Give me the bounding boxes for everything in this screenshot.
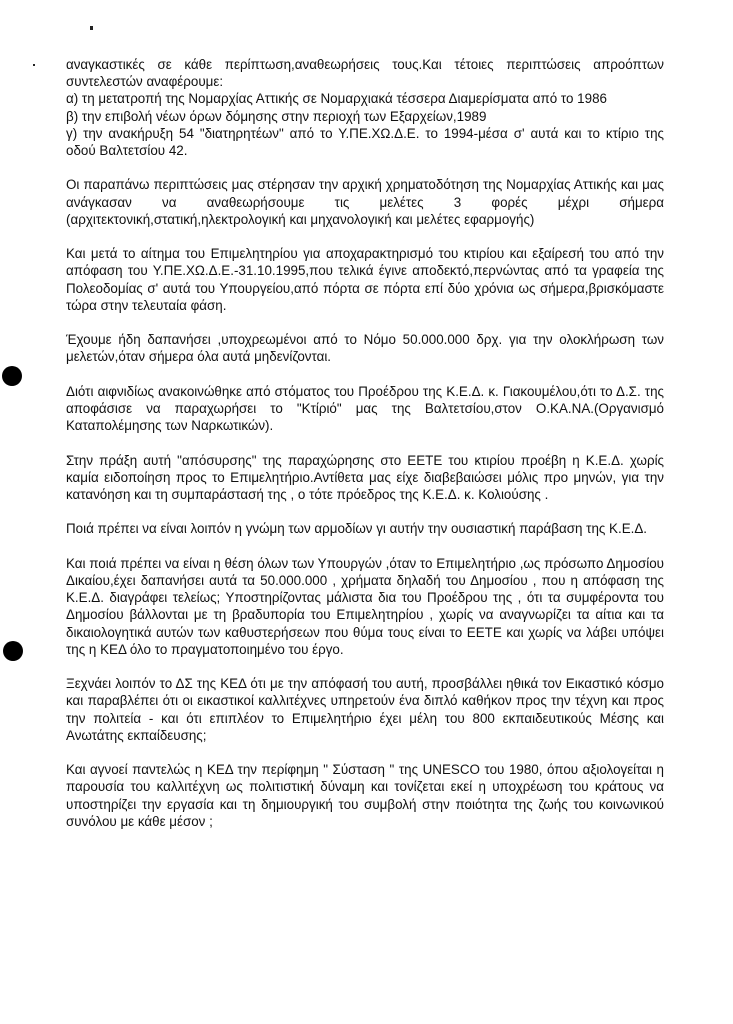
text-line: Οι παραπάνω περιπτώσεις μας στέρησαν την αρχική χρηματοδότηση της Νομαρχίας Αττικής και μας ανάγκασαν να αναθεωρήσουμε τις μελέτες 3 φορές μέχρι σήμερα (αρχιτεκτονική,στατική,ηλεκτρολογική και μηχανολογική και μελέτες εφαρμογής) <box>66 177 664 227</box>
paragraph-announcement <box>66 383 664 435</box>
punch-hole-bottom <box>3 641 23 661</box>
paragraph-unforeseen-factors <box>66 56 664 159</box>
paragraph-question-authorities <box>66 520 664 537</box>
text-line: Ξεχνάει λοιπόν το ΔΣ της ΚΕΔ ότι με την απόφασή του αυτή, προσβάλλει ηθικά τον Εικαστικό κόσμο και παραβλέπει ότι οι εικαστικοί καλλιτέχνες υπηρετούν ένα διπλό καθήκον προς την τέχνη και προς την πολιτεία - και ότι επιπλέον το Επιμελητήριο έχει μέλη του 800 εκπαιδευτικούς Μέσης και Ανωτάτης εκπαίδευσης; <box>66 676 664 743</box>
text-line: Και αγνοεί παντελώς η ΚΕΔ την περίφημη " Σύσταση " της UNESCO του 1980, όπου αξιολογείται η παρουσία του καλλιτέχνη ως πολιτιστική δύναμη και τονίζεται εκεί η υποχρέωση του κράτους να υποστηρίζει την εργασία και τη δημιουργική του συμβολή στην ποιότητα της ζωής του κοινωνικού συνόλου με κάθε μέσον ; <box>66 762 664 829</box>
text-line: Ποιά πρέπει να είναι λοιπόν η γνώμη των αρμοδίων γι αυτήν την ουσιαστική παράβαση της Κ.Ε.Δ. <box>66 521 648 537</box>
paragraph-expenses <box>66 331 664 365</box>
paragraph-unesco <box>66 761 664 830</box>
text-line: Και μετά το αίτημα του Επιμελητηρίου για αποχαρακτηρισμό του κτιρίου και εξαίρεσή του από την απόφαση του Υ.ΠΕ.ΧΩ.Δ.Ε.-31.10.1995,που τελικά έγινε αποδεκτό,περνώντας από τα γραφεία της Πολεοδομίας σ' αυτά του Υπουργείου,από πόρτα σε πόρτα επί δύο χρόνια ως σήμερα,βρισκόμαστε τώρα στην τελευταία φάση. <box>66 246 664 313</box>
list-item-c: γ) την ανακήρυξη 54 "διατηρητέων" από το Υ.ΠΕ.ΧΩ.Δ.Ε. το 1994-μέσα σ' αυτά και το κτίριο της οδού Βαλτετσίου 42. <box>66 125 664 159</box>
text-line: Στην πράξη αυτή "απόσυρσης" της παραχώρησης στο ΕΕΤΕ του κτιρίου προέβη η Κ.Ε.Δ. χωρίς καμία ειδοποίηση προς το Επιμελητήριο.Αντίθετα μας είχε διαβεβαιώσει μόλις προ μηνών, για την κατανόηση και τη συμπαράστασή της , ο τότε πρόεδρος της Κ.Ε.Δ. κ. Κολιούσης . <box>66 452 664 502</box>
paragraph-question-ministers <box>66 555 664 658</box>
letter-body <box>66 56 664 847</box>
text-line: Έχουμε ήδη δαπανήσει ,υποχρεωμένοι από το Νόμο 50.000.000 δρχ. για την ολοκλήρωση των μελετών,όταν σήμερα όλα αυτά μηδενίζονται. <box>66 332 664 365</box>
list-item-a: α) τη μετατροπή της Νομαρχίας Αττικής σε Νομαρχιακά τέσσερα Διαμερίσματα από το 1986 <box>66 91 607 107</box>
text-line: αναγκαστικές σε κάθε περίπτωση,αναθεωρήσεις τους.Και τέτοιες περιπτώσεις απροόπτων συντελεστών αναφέρουμε: <box>66 57 664 90</box>
paragraph-withdrawal <box>66 452 664 504</box>
paragraph-funding-loss <box>66 176 664 228</box>
scan-speck <box>90 26 93 30</box>
text-line: Και ποιά πρέπει να είναι η θέση όλων των Υπουργών ,όταν το Επιμελητήριο ,ως πρόσωπο Δημοσίου Δικαίου,έχει δαπανήσει αυτά τα 50.000.000 , χρήματα δηλαδή του Δημοσίου , που η απόφαση της Κ.Ε.Δ. διαγράφει τελείως; Υποστηρίζοντας μάλιστα δια του Προέδρου της , ότι τα συμφέροντα του Δημοσίου βάλλονται με τη βραδυπορία του Επιμελητηρίου , χωρίς να αναγνωρίζει τα αίτια και τα δικαιολογητικά αυτών των καθυστερήσεων που θύμα τους είναι το ΕΕΤΕ και χωρίς να λάβει υπόψει της η ΚΕΔ όλο το πραγματοποιημένο του έργο. <box>66 555 664 657</box>
paragraph-declassification <box>66 245 664 314</box>
scan-speck <box>33 64 35 66</box>
paragraph-artistic-world <box>66 675 664 744</box>
punch-hole-top <box>2 366 22 386</box>
text-line: Διότι αιφνιδίως ανακοινώθηκε από στόματος του Προέδρου της Κ.Ε.Δ. κ. Γιακουμέλου,ότι το Δ.Σ. της αποφάσισε να παραχωρήσει το "Κτίριό" μας της Βαλτετσίου,στον Ο.ΚΑ.ΝΑ.(Οργανισμό Καταπολέμησης των Ναρκωτικών). <box>66 383 664 434</box>
list-item-b: β) την επιβολή νέων όρων δόμησης στην περιοχή των Εξαρχείων,1989 <box>66 108 487 124</box>
